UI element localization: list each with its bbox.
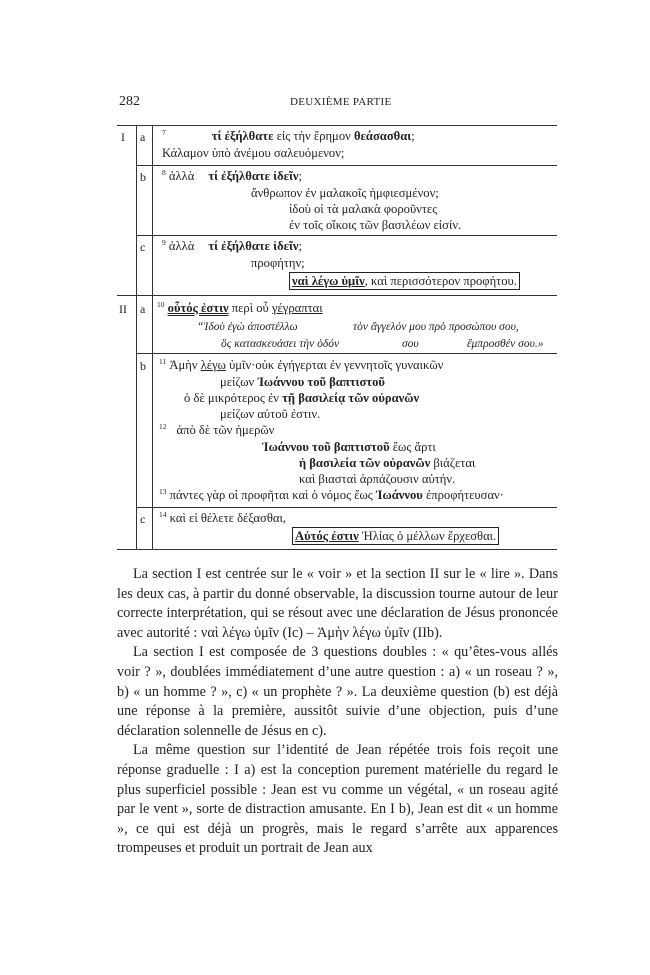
quote-line: “Ἰδοὺ ἐγὼ ἀποστέλλω <box>197 321 298 333</box>
table-column-rule <box>136 125 137 550</box>
text-line: $^7$ τί ἐξήλθατε εἰς τὴν ἔρημον θεάσασθαι; <box>162 128 415 143</box>
structure-table <box>117 125 557 550</box>
table-rule-top <box>117 125 557 126</box>
section-label: II <box>119 302 127 316</box>
table-rule <box>136 353 557 354</box>
boxed-declaration: Αὐτός ἐστιν Ἠλίας ὁ μέλλων ἔρχεσθαι. <box>292 527 499 545</box>
table-rule <box>136 507 557 508</box>
text-line: $^9$ ἀλλὰ τί ἐξήλθατε ἰδεῖν; <box>162 238 303 253</box>
text-line: ἰδοὺ οἱ τὰ μαλακὰ φοροῦντες <box>289 202 438 216</box>
text-line: ὁ δὲ μικρότερος ἐν τῇ βασιλείᾳ τῶν οὐρανῶν <box>184 391 420 405</box>
table-column-rule <box>152 125 153 550</box>
text-line: $^8$ ἀλλὰ τί ἐξήλθατε ἰδεῖν; <box>162 168 303 183</box>
row-label: c <box>140 240 146 254</box>
quote-line: τὸν ἄγγελόν μου πρὸ προσώπου σου, <box>353 321 519 333</box>
row-label: b <box>140 170 146 184</box>
text-line: ἐν τοῖς οἴκοις τῶν βασιλέων εἰσίν. <box>289 218 462 232</box>
text-line: Κάλαμον ὑπὸ ἀνέμου σαλευόμενον; <box>162 146 345 160</box>
paragraph: La même question sur l’identité de Jean répétée trois fois reçoit une réponse graduelle : I a) est la conception purement matérielle du regard le plus superficiel possible : Jean est vu comme un végétal, « un roseau agité par le vent », sorte de distraction amusante. En I b), Jean est dit « un homme », ce qui est déjà un progrès, mais le regard s’arrête aux apparences trompeuses et produit un portrait de Jean aux <box>117 742 558 857</box>
text-line: προφήτην; <box>251 256 305 270</box>
text-line: μείζων Ἰωάννου τοῦ βαπτιστοῦ <box>220 375 385 389</box>
text-line: $^{13}$ πάντες γὰρ οἱ προφῆται καὶ ὁ νόμος ἕως Ἰωάννου ἐπροφήτευσαν· <box>159 487 504 502</box>
row-label: b <box>140 359 146 373</box>
text-line: $^{10}$ οὗτός ἐστιν περὶ οὗ γέγραπται <box>157 300 323 315</box>
row-label: a <box>140 302 146 316</box>
row-label: a <box>140 130 146 144</box>
text-line: μείζων αὐτοῦ ἐστιν. <box>220 407 321 421</box>
page-number: 282 <box>119 94 140 109</box>
quote-line: ὃς κατασκευάσει τὴν ὁδόν <box>221 338 340 350</box>
text-line: $^{11}$ Ἀμὴν λέγω ὑμῖν·οὐκ ἐγήγερται ἐν γεννητοῖς γυναικῶν <box>159 357 444 372</box>
text-line <box>289 274 520 289</box>
text-line: Ἰωάννου τοῦ βαπτιστοῦ ἕως ἄρτι <box>262 440 436 454</box>
table-rule <box>136 235 557 236</box>
paragraph: La section I est centrée sur le « voir » et la section II sur le « lire ». Dans les deux cas, à partir du donné observable, la discussion tourne autour de leur correcte interprétation, qui se résout avec une déclaration de Jésus prononcée avec autorité : ναὶ λέγω ὑμῖν (Ic) – Ἀμὴν λέγω ὑμῖν (IIb). <box>117 566 558 641</box>
quote-line: σου <box>402 338 419 350</box>
boxed-declaration: ναὶ λέγω ὑμῖν, καὶ περισσότερον προφήτου. <box>289 272 520 290</box>
table-rule <box>136 165 557 166</box>
running-header: DEUXIÈME PARTIE <box>290 96 392 108</box>
table-rule-section <box>117 295 557 296</box>
paragraph: La section I est composée de 3 questions doubles : « qu’êtes-vous allés voir ? », doublées immédiatement d’une autre question : a) « un roseau ? », b) « un homme ? », c) « un prophète ? ». La deuxième question (b) est déjà une réponse à la première, aussitôt suivie d’une objection, puis d’une déclaration solennelle de Jésus en c). <box>117 644 558 739</box>
text-line: ἡ βασιλεία τῶν οὐρανῶν βιάζεται <box>299 456 476 470</box>
row-label: c <box>140 512 146 526</box>
table-rule-bottom <box>117 549 557 550</box>
text-line: $^{12}$ ἀπὸ δὲ τῶν ἡμερῶν <box>159 422 275 437</box>
section-label: I <box>121 130 125 144</box>
text-line: καὶ βιασταὶ ἁρπάζουσιν αὐτήν. <box>299 472 456 486</box>
text-line <box>292 529 499 544</box>
text-line: $^{14}$ καὶ εἰ θέλετε δέξασθαι, <box>159 510 286 525</box>
body-text <box>117 565 558 859</box>
text-line: ἄνθρωπον ἐν μαλακοῖς ἠμφιεσμένον; <box>251 186 439 200</box>
quote-line: ἔμπροσθέν σου.» <box>467 338 544 350</box>
